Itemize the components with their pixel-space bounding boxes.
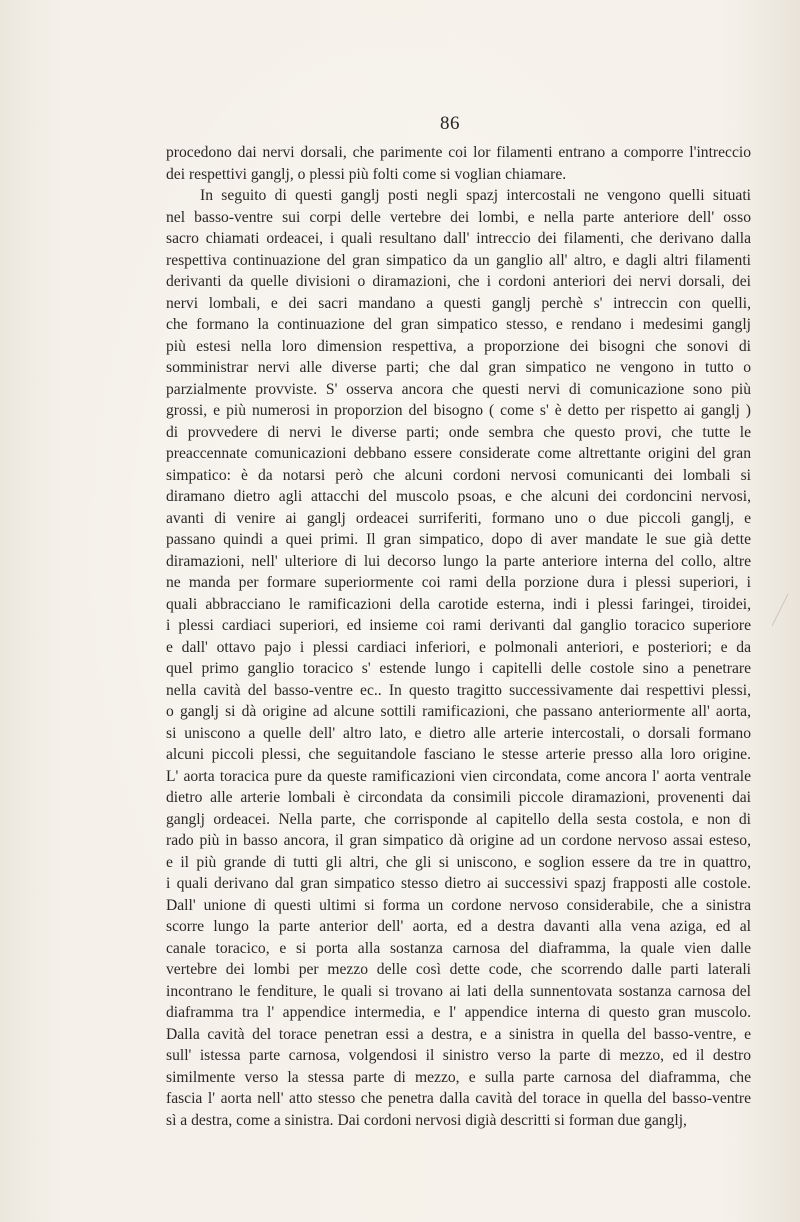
text-line: o ganglj si dà origine ad alcune sottili ramificazioni, che passano anteriormente all' aorta, <box>166 703 751 720</box>
text-line: scorre lungo la parte anterior dell' aorta, ed a destra davanti alla vena aziga, ed al <box>166 918 751 935</box>
text-line: diaframma tra l' appendice intermedia, e l' appendice interna di questo gran muscolo. <box>166 1004 751 1021</box>
text-line: dei respettivi ganglj, o plessi più folti come si voglian chiamare. <box>166 165 567 183</box>
text-line: rado più in basso ancora, il gran simpatico dà origine ad un cordone nervoso assai esteso, <box>166 832 751 849</box>
text-line: vertebre dei lombi per mezzo delle così dette code, che scorrendo dalle parti laterali <box>166 961 751 978</box>
text-line: alcuni piccoli plessi, che seguitandole fasciano le stesse arterie presso alla loro origine. <box>166 746 751 763</box>
text-line: diramazioni, nell' ulteriore di lui decorso lungo la parte anteriore interna del collo, altre <box>166 552 751 570</box>
text-line: nella cavità del basso-ventre ec.. In questo tragitto successivamente dai respettivi plessi, <box>166 681 751 699</box>
text-line: nel basso-ventre sui corpi delle vertebre dei lombi, e nella parte anteriore dell' osso <box>166 208 751 226</box>
body-text <box>166 142 751 1131</box>
text-line: procedono dai nervi dorsali, che parimente coi lor filamenti entrano a comporre l'intreccio <box>166 144 751 161</box>
text-line: di provvedere di nervi le diverse parti; onde sembra che questo provi, che tutte le <box>166 423 751 441</box>
text-line: ne manda per formare superiormente coi rami della porzione dura i plessi superiori, i <box>166 574 751 591</box>
text-line: quel primo ganglio toracico s' estende lungo i capitelli delle costole sino a penetrare <box>166 660 751 677</box>
text-line: respettiva continuazione del gran simpatico da un ganglio all' altro, e dagli altri filamenti <box>166 251 751 269</box>
text-line: simpatico: è da notarsi però che alcuni cordoni nervosi comunicanti dei lombali si <box>166 466 751 484</box>
text-line: che formano la continuazione del gran simpatico stesso, e rendano i medesimi ganglj <box>166 316 751 333</box>
text-line: sull' istessa parte carnosa, volgendosi il sinistro verso la parte di mezzo, ed il destro <box>166 1047 751 1064</box>
text-line: e il più grande di tutti gli altri, che gli si uniscono, e soglion essere da tre in quattro, <box>166 853 751 871</box>
text-line: In seguito di questi ganglj posti negli spazj intercostali ne vengono quelli situati <box>200 187 751 204</box>
text-line: preaccennate comunicazioni debbano essere considerate come altrettante origini del gran <box>166 445 751 462</box>
text-line: i plessi cardiaci superiori, ed insieme coi rami derivanti dal ganglio toracico superiore <box>166 617 751 634</box>
text-line: canale toracico, e si porta alla sostanza carnosa del diaframma, la quale vien dalle <box>166 939 751 957</box>
text-line: parzialmente provviste. S' osserva ancora che questi nervi di comunicazione sono più <box>166 380 751 398</box>
text-line: somministrar nervi alle diverse parti; che dal gran simpatico ne vengono in tutto o <box>166 359 751 376</box>
text-line: dietro alle arterie lombali è circondata da consimili piccole diramazioni, provenenti dai <box>166 789 751 806</box>
text-line: quali abbracciano le ramificazioni della carotide esterna, indi i plessi faringei, tiroidei, <box>166 595 751 613</box>
text-line: diramano dietro agli attacchi del muscolo psoas, e che alcuni dei cordoncini nervosi, <box>166 488 751 505</box>
text-line: più estesi nella loro dimension respettiva, a proporzione dei bisogni che sonovi di <box>166 337 751 355</box>
text-line: passano quindi a quei primi. Il gran simpatico, dopo di aver mandate le sue già dette <box>166 531 751 548</box>
text-line: fascia l' aorta nell' atto stesso che penetra dalla cavità del torace in quella del basso-ventre <box>166 1090 751 1107</box>
text-line: nervi lombali, e dei sacri mandano a questi ganglj perchè s' intreccin con quelli, <box>166 294 751 312</box>
text-line: grossi, e più numerosi in proporzion del bisogno ( come s' è detto per rispetto ai ganglj ) <box>166 402 751 419</box>
text-line: L' aorta toracica pure da queste ramificazioni vien circondata, come ancora l' aorta ventrale <box>166 767 751 785</box>
text-line: i quali derivano dal gran simpatico stesso dietro ai successivi spazj frapposti alle costole. <box>166 875 751 892</box>
text-line: si uniscono a quelle dell' altro lato, e dietro alle arterie intercostali, o dorsali formano <box>166 724 751 742</box>
text-line: e dall' ottavo pajo i plessi cardiaci inferiori, e polmonali anteriori, e posteriori; e da <box>166 638 751 656</box>
text-line: Dall' unione di questi ultimi si forma un cordone nervoso considerabile, che a sinistra <box>166 896 751 914</box>
text-line: incontrano le fenditure, le quali si trovano ai lati della sunnentovata sostanza carnosa del <box>166 982 751 1000</box>
page-number: 86 <box>440 113 460 134</box>
text-line: Dalla cavità del torace penetran essi a destra, e a sinistra in quella del basso-ventre, e <box>166 1025 751 1043</box>
text-line: avanti di venire ai ganglj ordeacei surriferiti, formano uno o due piccoli ganglj, e <box>166 509 751 527</box>
text-line: sacro chiamati ordeacei, i quali resultano dall' intreccio dei filamenti, che derivano dalla <box>166 230 751 247</box>
text-line: similmente verso la stessa parte di mezzo, e sulla parte carnosa del diaframma, che <box>166 1068 751 1086</box>
text-line: ganglj ordeacei. Nella parte, che corrisponde al capitello della sesta costola, e non di <box>166 810 751 828</box>
text-line: sì a destra, come a sinistra. Dai cordoni nervosi digià descritti si forman due ganglj, <box>166 1111 687 1129</box>
text-line: derivanti da quelle divisioni o diramazioni, che i cordoni anteriori dei nervi dorsali, dei <box>166 273 751 290</box>
margin-mark <box>770 590 790 630</box>
